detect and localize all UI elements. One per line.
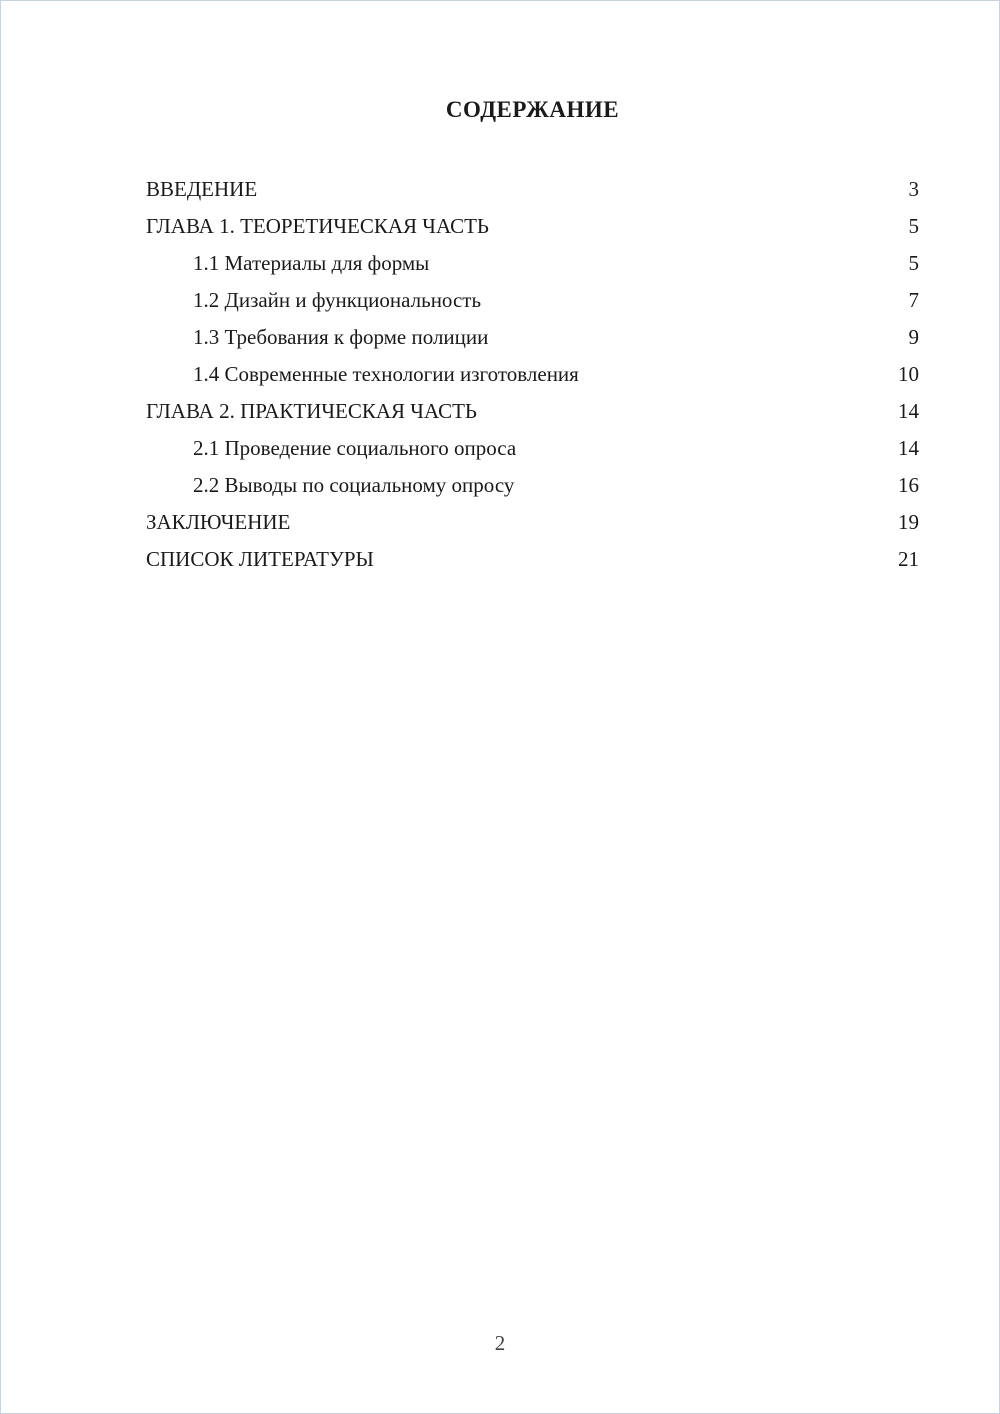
toc-entry xyxy=(146,467,919,504)
toc-entry-page: 14 xyxy=(898,399,919,423)
toc-entry-label: 1.4 Современные технологии изготовления xyxy=(193,362,579,386)
toc-entry-label: 1.2 Дизайн и функциональность xyxy=(193,288,482,312)
toc-entry-page: 7 xyxy=(908,288,919,312)
toc-list xyxy=(146,171,919,578)
toc-entry-page: 16 xyxy=(898,473,919,497)
toc-entry xyxy=(146,393,919,430)
page-title: СОДЕРЖАНИЕ xyxy=(445,97,620,122)
toc-entry-label: 2.2 Выводы по социальному опросу xyxy=(193,473,515,497)
toc-entry xyxy=(146,541,919,578)
toc-entry xyxy=(146,319,919,356)
toc-entry-label: 1.3 Требования к форме полиции xyxy=(193,325,489,349)
toc-entry-label: ВВЕДЕНИЕ xyxy=(146,177,258,201)
toc-entry xyxy=(146,282,919,319)
toc-entry-page: 10 xyxy=(898,362,919,386)
toc-content xyxy=(146,1,919,578)
toc-entry xyxy=(146,208,919,245)
toc-entry xyxy=(146,356,919,393)
toc-entry-label: ГЛАВА 2. ПРАКТИЧЕСКАЯ ЧАСТЬ xyxy=(146,399,477,423)
toc-entry-label: ГЛАВА 1. ТЕОРЕТИЧЕСКАЯ ЧАСТЬ xyxy=(146,214,489,238)
toc-entry xyxy=(146,245,919,282)
toc-entry-label: 2.1 Проведение социального опроса xyxy=(193,436,517,460)
toc-entry-label: ЗАКЛЮЧЕНИЕ xyxy=(146,510,291,534)
page-number: 2 xyxy=(494,1331,506,1355)
toc-entry-page: 19 xyxy=(898,510,919,534)
toc-entry-page: 9 xyxy=(908,325,919,349)
toc-entry-label: СПИСОК ЛИТЕРАТУРЫ xyxy=(146,547,374,571)
toc-entry-page: 21 xyxy=(898,547,919,571)
toc-entry xyxy=(146,504,919,541)
toc-entry-label: 1.1 Материалы для формы xyxy=(193,251,430,275)
toc-entry-page: 14 xyxy=(898,436,919,460)
toc-entry xyxy=(146,430,919,467)
toc-entry xyxy=(146,171,919,208)
toc-entry-page: 5 xyxy=(908,251,919,275)
toc-entry-page: 3 xyxy=(908,177,919,201)
toc-entry-page: 5 xyxy=(908,214,919,238)
